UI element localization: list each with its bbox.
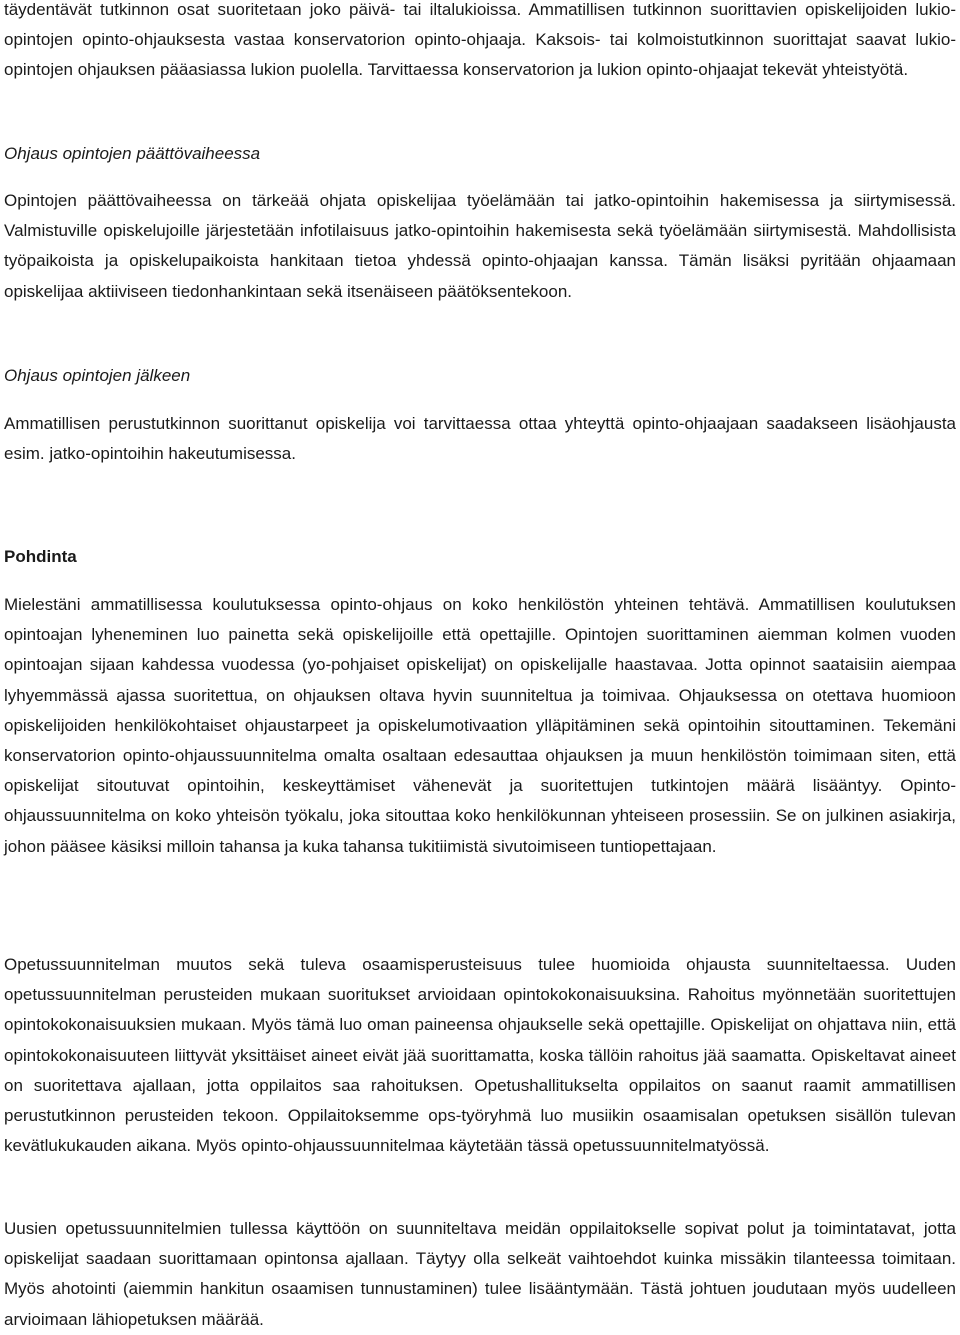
heading-after-studies: Ohjaus opintojen jälkeen [4, 366, 191, 385]
reflection-paragraph-3: Uusien opetussuunnitelmien tullessa käyttöön on suunniteltava meidän oppilaitokselle sopivat polut ja toimintatavat, jotta opiskelijat saadaan suorittamaan opintonsa ajallaan. Täytyy olla selkeät vaihtoehdot kuinka missäkin tilanteessa toimitaan. Myös ahotointi (aiemmin hankitun osaamisen tunnustaminen) tulee lisääntymään. Tästä johtuen joudutaan myös uudelleen arvioimaan lähiopetuksen määrää. [4, 1219, 956, 1329]
reflection-paragraph-1: Mielestäni ammatillisessa koulutuksessa opinto-ohjaus on koko henkilöstön yhteinen tehtävä. Ammatillisen koulutuksen opintoajan lyheneminen luo painetta sekä opiskelijoille että opettajille. Opintojen suorittaminen aiemman kolmen vuoden opintoajan sijaan kahdessa vuodessa (yo-pohjaiset opiskelijat) on opiskelijalle haastavaa. Jotta opinnot saataisiin aiempaa lyhyemmässä ajassa suoritettua, on ohjauksen oltava hyvin suunniteltua ja toimivaa. Ohjauksessa on otettava huomioon opiskelijoiden henkilökohtaiset ohjaustarpeet ja opiskelumotivaation ylläpitäminen sekä opintoihin sitouttaminen. Tekemäni konservatorion opinto-ohjaussuunnitelma omalta osaltaan edesauttaa ohjauksen ja muun henkilöstön toimimaan siten, että opiskelijat sitoutuvat opintoihin, keskeyttämiset vähenevät ja suoritettujen tutkintojen määrä lisääntyy. Opinto-ohjaussuunnitelma on koko yhteisön työkalu, joka sitouttaa koko henkilökunnan yhteiseen prosessiin. Se on julkinen asiakirja, johon pääsee käsiksi milloin tahansa ja kuka tahansa tukitiimistä sivutoimiseen tuntiopettajaan. [4, 595, 956, 856]
after-studies-paragraph: Ammatillisen perustutkinnon suorittanut opiskelija voi tarvittaessa ottaa yhteyttä opinto-ohjaajaan saadakseen lisäohjausta esim. jatko-opintoihin hakeutumisessa. [4, 414, 956, 464]
heading-final-phase: Ohjaus opintojen päättövaiheessa [4, 144, 261, 163]
intro-paragraph: täydentävät tutkinnon osat suoritetaan joko päivä- tai iltalukioissa. Ammatillisen tutkinnon suorittavien opiskelijoiden lukio-opintojen opinto-ohjauksesta vastaa konservatorion opinto-ohjaaja. Kaksois- tai kolmoistutkinnon suorittajat saavat lukio-opintojen ohjauksen pääasiassa lukion puolella. Tarvittaessa konservatorion ja lukion opinto-ohjaajat tekevät yhteistyötä. [4, 0, 956, 80]
final-phase-paragraph: Opintojen päättövaiheessa on tärkeää ohjata opiskelijaa työelämään tai jatko-opintoihin hakemisessa ja siirtymisessä. Valmistuville opiskelujoille järjestetään infotilaisuus jatko-opintoihin hakemisesta sekä työelämään siirtymisestä. Mahdollisista työpaikoista ja opiskelupaikoista hankitaan tietoa yhdessä opinto-ohjaajan kanssa. Tämän lisäksi pyritään ohjaamaan opiskelijaa aktiiviseen tiedonhankintaan sekä itsenäiseen päätöksentekoon. [4, 191, 956, 301]
heading-reflection: Pohdinta [4, 547, 77, 566]
reflection-paragraph-2: Opetussuunnitelman muutos sekä tuleva osaamisperusteisuus tulee huomioida ohjausta suunniteltaessa. Uuden opetussuunnitelman perusteiden mukaan suoritukset arvioidaan opintokokonaisuuksina. Rahoitus myönnetään suoritettujen opintokokonaisuuksien mukaan. Myös tämä luo oman paineensa ohjaukselle sekä opettajille. Opiskelijat on ohjattava niin, että opintokokonaisuuteen liittyvät yksittäiset aineet eivät jää suorittamatta, koska tällöin rahoitus jää saamatta. Opiskeltavat aineet on suoritettava ajallaan, jotta oppilaitos saa rahoituksen. Opetushallitukselta oppilaitos on saanut raamit ammatillisen perustutkinnon perusteiden tekoon. Oppilaitoksemme ops-työryhmä luo musiikin osaamisalan opetuksen sisällön tulevan kevätlukukauden aikana. Myös opinto-ohjaussuunnitelmaa käytetään tässä opetussuunnitelmatyössä. [4, 955, 956, 1156]
